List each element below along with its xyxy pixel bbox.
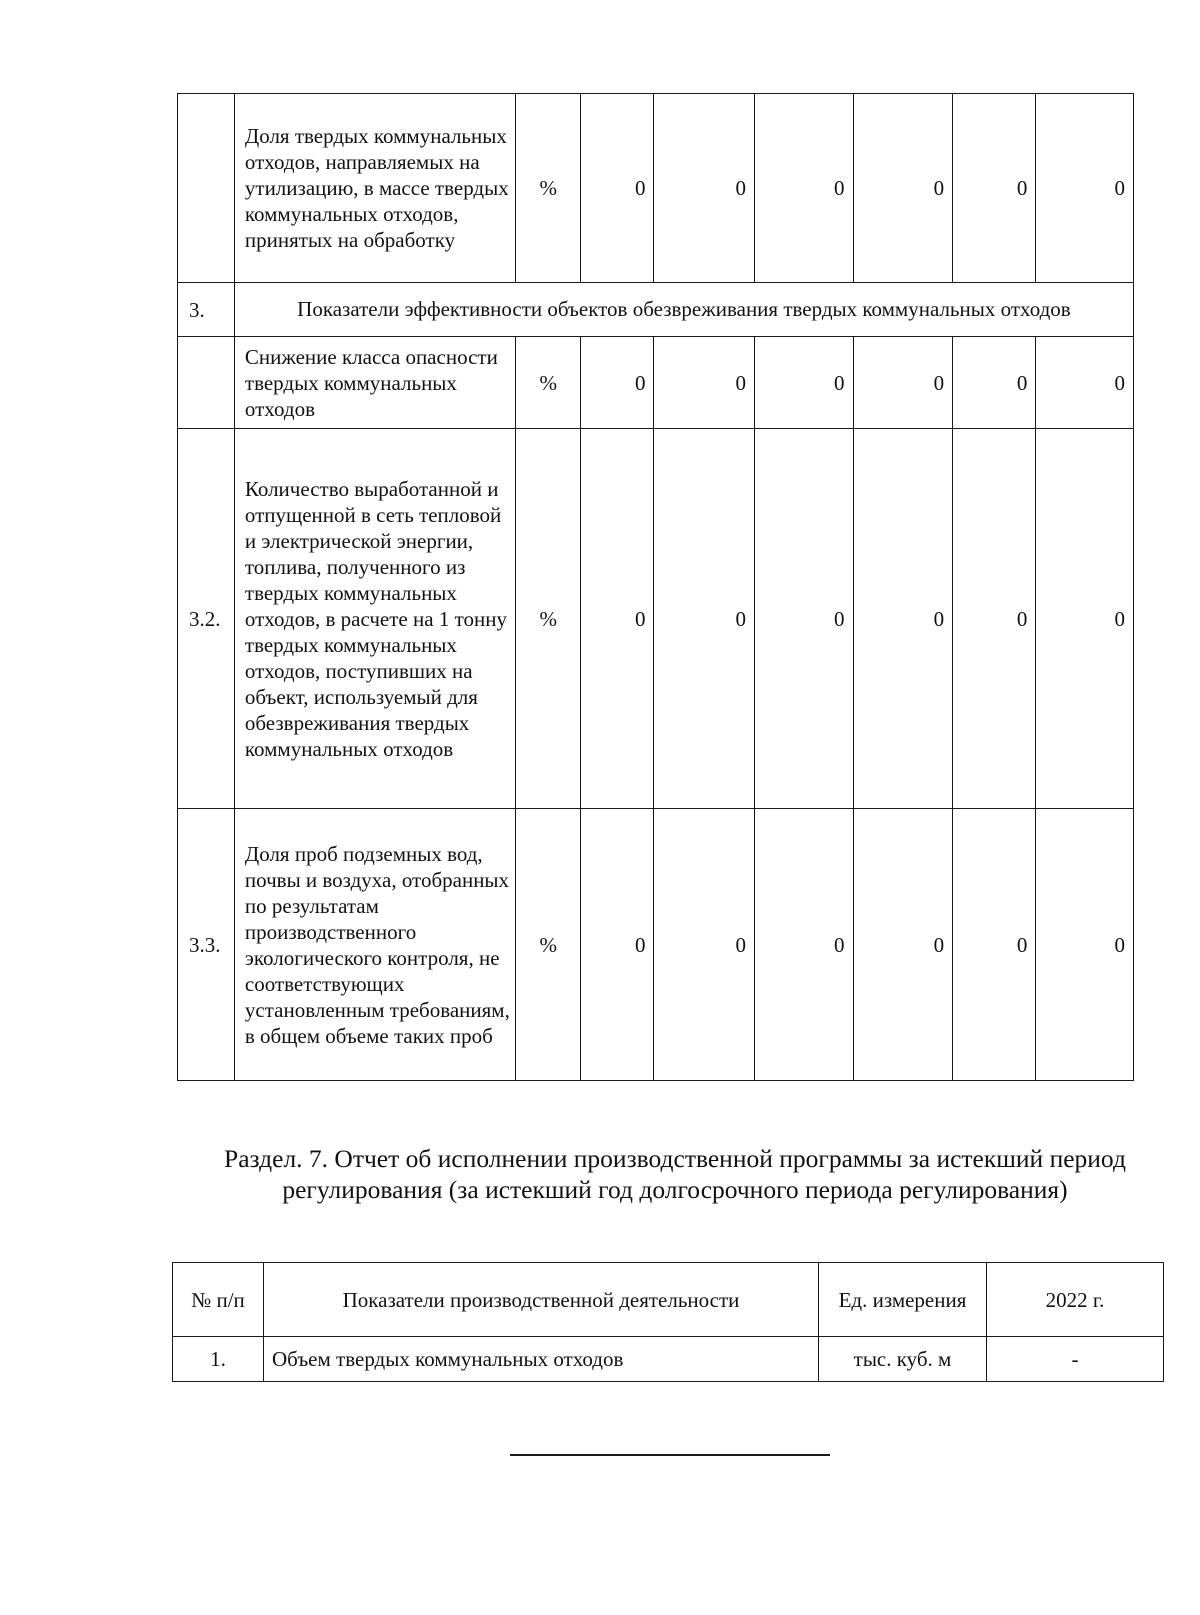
unit-cell: % [516, 94, 581, 283]
value-cell: 0 [581, 94, 654, 283]
value-cell: 0 [755, 94, 854, 283]
value-cell: 0 [581, 809, 654, 1081]
value-cell: 0 [654, 94, 755, 283]
value-cell: 0 [654, 337, 755, 429]
value-cell: 0 [1036, 337, 1134, 429]
value-cell: 0 [953, 337, 1036, 429]
table-row [173, 1337, 1164, 1382]
unit-cell: % [516, 337, 581, 429]
row-number: 1. [173, 1337, 264, 1382]
indicator-name: Доля проб подземных вод, почвы и воздуха, отобранных по результатам производственного экологического контроля, не соответствующих установленным требованиям, в общем объеме таких проб [234, 809, 515, 1081]
unit-cell: % [516, 429, 581, 809]
value-cell: 0 [755, 809, 854, 1081]
indicator-name: Снижение класса опасности твердых коммунальных отходов [234, 337, 515, 429]
value-cell: 0 [1036, 429, 1134, 809]
header-unit: Ед. измерения [819, 1263, 987, 1337]
unit-cell: % [516, 809, 581, 1081]
table-row [178, 337, 1134, 429]
section-row [178, 283, 1134, 337]
value-cell: 0 [654, 429, 755, 809]
header-year: 2022 г. [987, 1263, 1164, 1337]
value-cell: 0 [1036, 809, 1134, 1081]
value-cell: 0 [755, 337, 854, 429]
value-cell: 0 [953, 809, 1036, 1081]
row-number: 3.2. [178, 429, 235, 809]
row-number [178, 94, 235, 283]
indicator-name: Количество выработанной и отпущенной в сеть тепловой и электрической энергии, топлива, полученного из твердых коммунальных отходов, в расчете на 1 тонну твердых коммунальных отходов, поступивших на объект, используемый для обезвреживания твердых коммунальных отходов [234, 429, 515, 809]
value-cell: 0 [755, 429, 854, 809]
value-cell: 0 [953, 429, 1036, 809]
row-number [178, 337, 235, 429]
table-row [178, 94, 1134, 283]
header-indicator: Показатели производственной деятельности [264, 1263, 819, 1337]
production-report-table [172, 1262, 1164, 1382]
unit-cell: тыс. куб. м [819, 1337, 987, 1382]
value-cell: 0 [853, 94, 953, 283]
section-heading: Раздел. 7. Отчет об исполнении производственной программы за истекший период регулирования (за истекший год долгосрочного периода регулирования) [224, 1144, 1126, 1204]
value-cell: 0 [853, 429, 953, 809]
indicator-name: Объем твердых коммунальных отходов [264, 1337, 819, 1382]
value-cell: 0 [654, 809, 755, 1081]
value-cell: 0 [953, 94, 1036, 283]
value-cell: 0 [581, 337, 654, 429]
table-row [178, 429, 1134, 809]
header-number: № п/п [173, 1263, 264, 1337]
header-row [173, 1263, 1164, 1337]
value-cell: 0 [1036, 94, 1134, 283]
indicator-name: Доля твердых коммунальных отходов, направляемых на утилизацию, в массе твердых коммунальных отходов, принятых на обработку [234, 94, 515, 283]
value-cell: 0 [853, 337, 953, 429]
value-cell: - [987, 1337, 1164, 1382]
row-number: 3.3. [178, 809, 235, 1081]
section-title: Показатели эффективности объектов обезвреживания твердых коммунальных отходов [234, 283, 1133, 337]
end-divider [510, 1454, 830, 1456]
table-row [178, 809, 1134, 1081]
value-cell: 0 [581, 429, 654, 809]
value-cell: 0 [853, 809, 953, 1081]
indicators-table [177, 93, 1134, 1081]
row-number: 3. [178, 283, 235, 337]
